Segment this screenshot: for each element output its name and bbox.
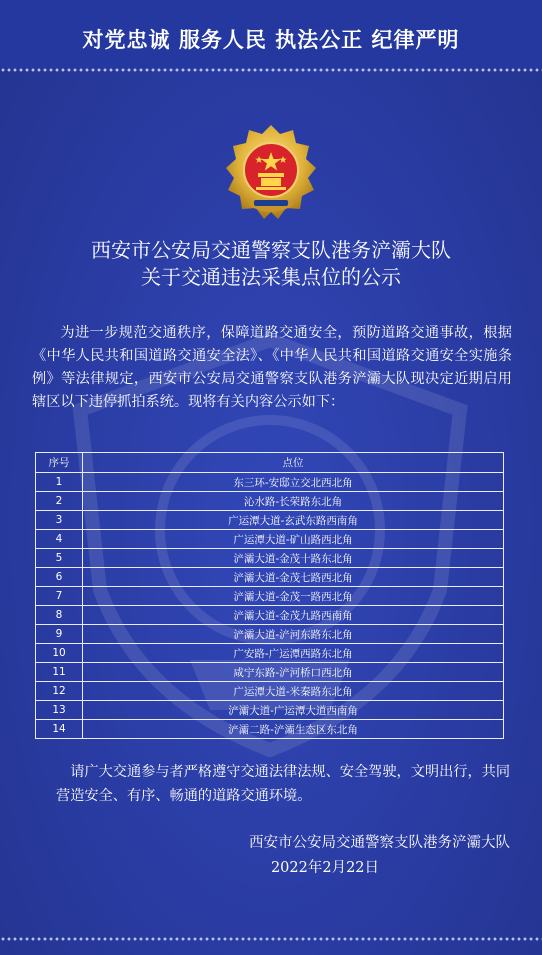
row-index: 12 xyxy=(36,682,83,701)
table-row xyxy=(36,663,504,682)
row-index: 7 xyxy=(36,587,83,606)
column-header-location: 点位 xyxy=(83,453,504,473)
row-location: 东三环-安邸立交北西北角 xyxy=(83,473,504,492)
row-index: 2 xyxy=(36,492,83,511)
table-row xyxy=(36,568,504,587)
table-row xyxy=(36,682,504,701)
row-index: 11 xyxy=(36,663,83,682)
closing-paragraph: 请广大交通参与者严格遵守交通法律法规、安全驾驶，文明出行，共同营造安全、有序、畅通的道路交通环境。 xyxy=(56,764,511,804)
slogan-text: 对党忠诚 服务人民 执法公正 纪律严明 xyxy=(82,28,460,52)
row-index: 9 xyxy=(36,625,83,644)
row-index: 4 xyxy=(36,530,83,549)
row-location: 广运潭大道-米秦路东北角 xyxy=(83,682,504,701)
issuer-signature: 西安市公安局交通警察支队港务浐灞大队 xyxy=(249,835,510,851)
row-index: 13 xyxy=(36,701,83,720)
table-row xyxy=(36,587,504,606)
row-location: 广运潭大道-玄武东路西南角 xyxy=(83,511,504,530)
row-index: 1 xyxy=(36,473,83,492)
row-location: 广运潭大道-矿山路西北角 xyxy=(83,530,504,549)
table-row xyxy=(36,511,504,530)
row-location: 广安路-广运潭西路东北角 xyxy=(83,644,504,663)
row-location: 浐灞大道-广运潭大道西南角 xyxy=(83,701,504,720)
issue-date: 2022年2月22日 xyxy=(270,860,380,876)
row-index: 6 xyxy=(36,568,83,587)
table-header-row xyxy=(36,453,504,473)
intro-paragraph: 为进一步规范交通秩序，保障道路交通安全，预防道路交通事故，根据《中华人民共和国道路交通安全法》、《中华人民共和国道路交通安全实施条例》等法律规定，西安市公安局交通警察支队港务浐灞大队现决定近期启用辖区以下违停抓拍系统。现将有关内容公示如下： xyxy=(32,325,512,410)
notice-title-line1: 西安市公安局交通警察支队港务浐灞大队 xyxy=(91,238,451,262)
top-dotted-divider xyxy=(0,66,542,74)
row-location: 浐灞大道-金茂九路西南角 xyxy=(83,606,504,625)
table-row xyxy=(36,473,504,492)
notice-title-line2: 关于交通违法采集点位的公示 xyxy=(141,265,401,289)
bottom-dotted-divider xyxy=(0,935,542,943)
police-emblem-icon xyxy=(218,122,324,228)
row-location: 咸宁东路-浐河桥口西北角 xyxy=(83,663,504,682)
table-row xyxy=(36,701,504,720)
table-row xyxy=(36,606,504,625)
row-location: 浐灞大道-金茂一路西北角 xyxy=(83,587,504,606)
column-header-index: 序号 xyxy=(36,453,83,473)
locations-table xyxy=(35,452,504,739)
row-location: 浐灞二路-浐灞生态区东北角 xyxy=(83,720,504,739)
table-row xyxy=(36,530,504,549)
row-location: 浐灞大道-浐河东路东北角 xyxy=(83,625,504,644)
row-location: 浐灞大道-金茂七路西北角 xyxy=(83,568,504,587)
row-index: 3 xyxy=(36,511,83,530)
row-location: 沁水路-长荣路东北角 xyxy=(83,492,504,511)
table-row xyxy=(36,549,504,568)
table-row xyxy=(36,720,504,739)
table-row xyxy=(36,492,504,511)
table-row xyxy=(36,625,504,644)
row-location: 浐灞大道-金茂十路东北角 xyxy=(83,549,504,568)
row-index: 10 xyxy=(36,644,83,663)
row-index: 14 xyxy=(36,720,83,739)
row-index: 8 xyxy=(36,606,83,625)
table-row xyxy=(36,644,504,663)
row-index: 5 xyxy=(36,549,83,568)
